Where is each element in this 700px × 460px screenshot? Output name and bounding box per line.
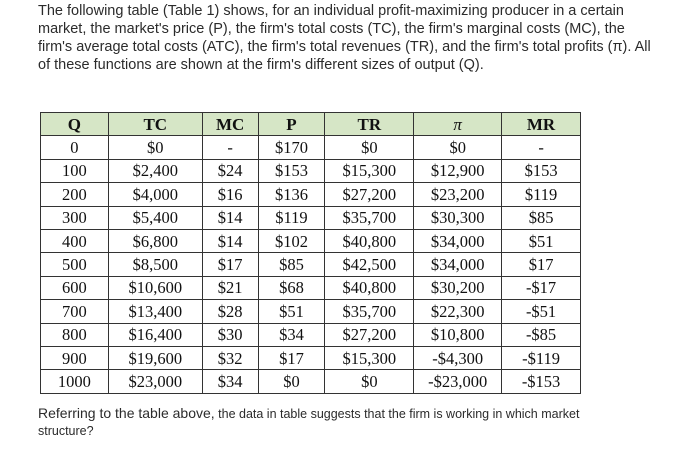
cell-q: 800 <box>41 323 109 346</box>
table-row <box>41 229 581 252</box>
cell-q: 500 <box>41 253 109 276</box>
cell-profit: $34,000 <box>414 253 502 276</box>
cell-p: $68 <box>258 276 325 299</box>
cell-q: 0 <box>41 136 109 159</box>
cell-tr: $0 <box>325 370 414 393</box>
cell-tc: $19,600 <box>108 346 202 369</box>
cell-mc: $21 <box>202 276 258 299</box>
table-row <box>41 183 581 206</box>
cell-mr: $119 <box>502 183 581 206</box>
question-text <box>38 405 638 440</box>
cell-q: 1000 <box>41 370 109 393</box>
cell-mc: $17 <box>202 253 258 276</box>
table-body <box>41 136 581 393</box>
header-tc: TC <box>108 113 202 136</box>
cell-q: 200 <box>41 183 109 206</box>
cell-tr: $27,200 <box>325 183 414 206</box>
cell-tc: $6,800 <box>108 229 202 252</box>
header-profit: π <box>414 113 502 136</box>
cell-q: 700 <box>41 300 109 323</box>
table-row <box>41 206 581 229</box>
cell-tc: $13,400 <box>108 300 202 323</box>
header-tr: TR <box>325 113 414 136</box>
cell-profit: -$23,000 <box>414 370 502 393</box>
cell-mc: $14 <box>202 229 258 252</box>
header-mr: MR <box>502 113 581 136</box>
cell-profit: $12,900 <box>414 159 502 182</box>
cell-tc: $23,000 <box>108 370 202 393</box>
cell-tr: $42,500 <box>325 253 414 276</box>
cell-tr: $27,200 <box>325 323 414 346</box>
cell-profit: $22,300 <box>414 300 502 323</box>
cell-profit: -$4,300 <box>414 346 502 369</box>
cell-tr: $0 <box>325 136 414 159</box>
cell-p: $85 <box>258 253 325 276</box>
table-row <box>41 323 581 346</box>
table-row <box>41 159 581 182</box>
cell-p: $0 <box>258 370 325 393</box>
cell-mc: $34 <box>202 370 258 393</box>
cell-tr: $40,800 <box>325 229 414 252</box>
header-q: Q <box>41 113 109 136</box>
table-row <box>41 276 581 299</box>
cell-p: $34 <box>258 323 325 346</box>
cell-profit: $30,200 <box>414 276 502 299</box>
cell-p: $170 <box>258 136 325 159</box>
cell-q: 600 <box>41 276 109 299</box>
cell-profit: $10,800 <box>414 323 502 346</box>
cell-p: $102 <box>258 229 325 252</box>
cell-mr: $85 <box>502 206 581 229</box>
cell-mr: $17 <box>502 253 581 276</box>
table-row <box>41 300 581 323</box>
cell-mr: -$17 <box>502 276 581 299</box>
cell-tr: $15,300 <box>325 346 414 369</box>
cell-tr: $15,300 <box>325 159 414 182</box>
cell-mr: - <box>502 136 581 159</box>
cell-q: 300 <box>41 206 109 229</box>
cell-p: $17 <box>258 346 325 369</box>
table-row <box>41 253 581 276</box>
cell-mc: $16 <box>202 183 258 206</box>
cell-tr: $40,800 <box>325 276 414 299</box>
cell-mc: $14 <box>202 206 258 229</box>
cell-profit: $0 <box>414 136 502 159</box>
cell-tr: $35,700 <box>325 206 414 229</box>
cell-tc: $2,400 <box>108 159 202 182</box>
cell-q: 900 <box>41 346 109 369</box>
cell-mr: -$119 <box>502 346 581 369</box>
question-rest: the data in table suggests that the firm is working in which market structure? <box>38 407 580 438</box>
cell-q: 400 <box>41 229 109 252</box>
cell-mr: -$51 <box>502 300 581 323</box>
cell-mc: $30 <box>202 323 258 346</box>
table-row <box>41 346 581 369</box>
intro-paragraph: The following table (Table 1) shows, for an individual profit-maximizing producer in a certain market, the market's price (P), the firm's total costs (TC), the firm's marginal costs (MC), the firm's average total costs (ATC), the firm's total revenues (TR), and the firm's total profits (π). All of these functions are shown at the firm's different sizes of output (Q). <box>38 3 651 73</box>
question-lead: Referring to the table above, <box>38 405 215 421</box>
cell-tc: $10,600 <box>108 276 202 299</box>
cell-tc: $16,400 <box>108 323 202 346</box>
cost-revenue-table <box>40 112 581 394</box>
cell-tc: $8,500 <box>108 253 202 276</box>
cell-profit: $23,200 <box>414 183 502 206</box>
cell-tc: $0 <box>108 136 202 159</box>
cell-mc: $28 <box>202 300 258 323</box>
cell-tc: $5,400 <box>108 206 202 229</box>
cell-p: $153 <box>258 159 325 182</box>
cell-tr: $35,700 <box>325 300 414 323</box>
header-p: P <box>258 113 325 136</box>
cell-mr: $153 <box>502 159 581 182</box>
table-header-row <box>41 113 581 136</box>
cell-p: $119 <box>258 206 325 229</box>
table-row <box>41 370 581 393</box>
cell-mr: $51 <box>502 229 581 252</box>
cell-p: $51 <box>258 300 325 323</box>
cell-profit: $30,300 <box>414 206 502 229</box>
cell-profit: $34,000 <box>414 229 502 252</box>
cell-mr: -$153 <box>502 370 581 393</box>
header-mc: MC <box>202 113 258 136</box>
cell-tc: $4,000 <box>108 183 202 206</box>
table-row <box>41 136 581 159</box>
cell-mc: $24 <box>202 159 258 182</box>
cell-mc: - <box>202 136 258 159</box>
cell-mr: -$85 <box>502 323 581 346</box>
cell-q: 100 <box>41 159 109 182</box>
cell-mc: $32 <box>202 346 258 369</box>
cell-p: $136 <box>258 183 325 206</box>
